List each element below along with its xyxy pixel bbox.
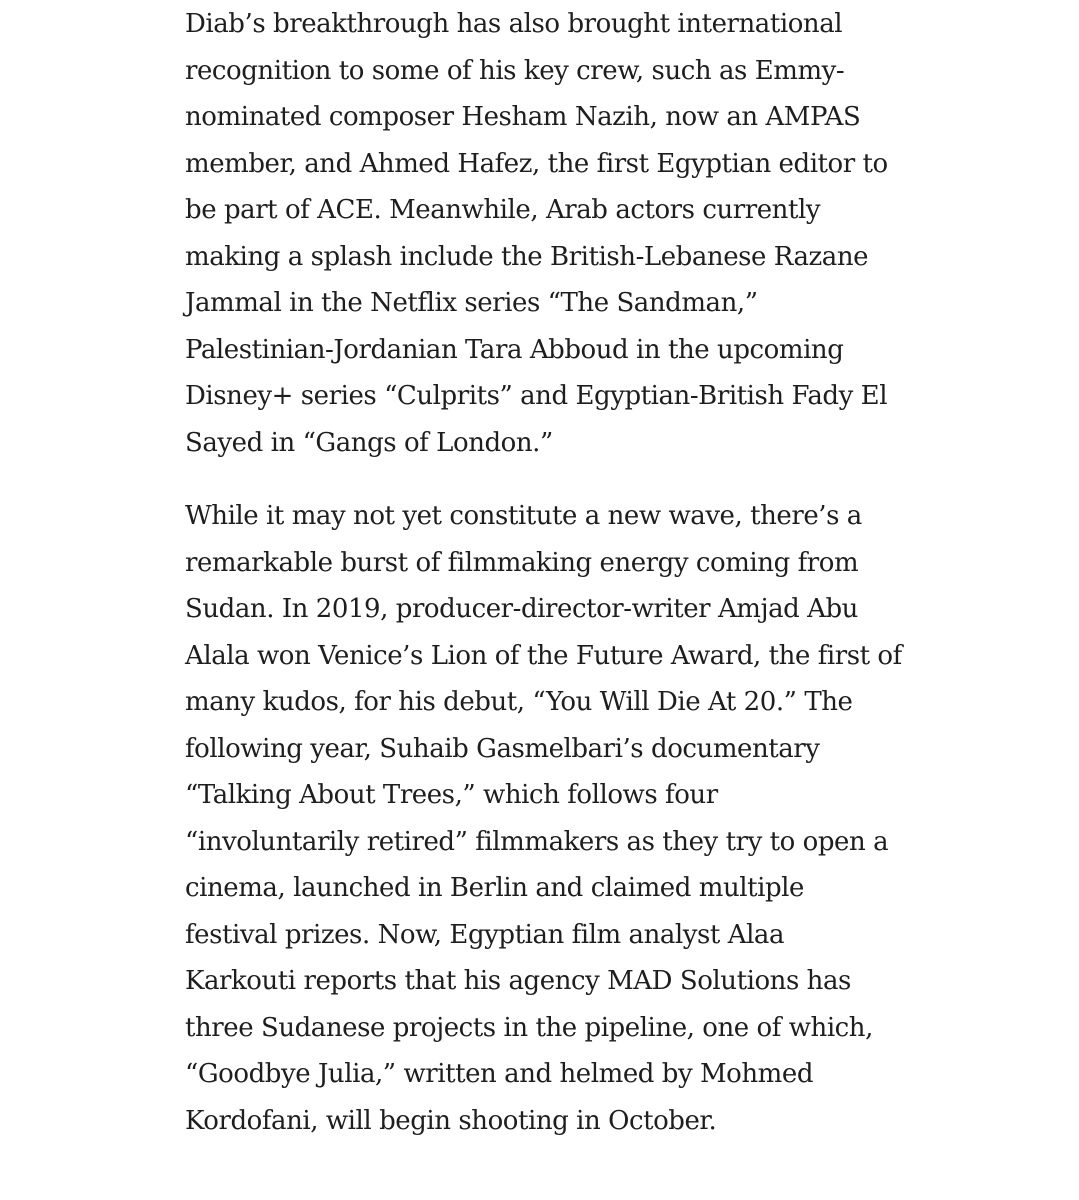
paragraph-2 — [185, 496, 965, 1147]
text-line: cinema, launched in Berlin and claimed multiple — [185, 873, 804, 903]
text-line: Sudan. In 2019, producer-director-writer Amjad Abu — [185, 594, 858, 624]
text-line: Kordofani, will begin shooting in October. — [185, 1105, 717, 1136]
article-body — [185, 4, 965, 1147]
text-line: three Sudanese projects in the pipeline, one of which, — [185, 1012, 873, 1043]
text-line: “involuntarily retired” filmmakers as they try to open a — [185, 826, 889, 857]
text-line: many kudos, for his debut, “You Will Die At 20.” The — [185, 687, 853, 717]
text-line: member, and Ahmed Hafez, the first Egyptian editor to — [185, 148, 888, 179]
text-line: Palestinian-Jordanian Tara Abboud in the upcoming — [185, 334, 844, 365]
paragraph-spacer — [185, 469, 965, 496]
text-line: Alala won Venice’s Lion of the Future Award, the first of — [185, 640, 902, 671]
text-line: “Talking About Trees,” which follows four — [185, 780, 718, 810]
text-line: Jammal in the Netflix series “The Sandman,” — [185, 288, 758, 318]
text-line: making a splash include the British-Lebanese Razane — [185, 241, 869, 272]
text-line: Disney+ series “Culprits” and Egyptian-British Fady El — [185, 381, 888, 411]
text-line: Karkouti reports that his agency MAD Solutions has — [185, 966, 851, 996]
text-line: festival prizes. Now, Egyptian film analyst Alaa — [185, 919, 785, 950]
text-line: Sayed in “Gangs of London.” — [185, 427, 553, 458]
text-line: recognition to some of his key crew, such as Emmy- — [185, 55, 845, 86]
text-line: remarkable burst of filmmaking energy coming from — [185, 547, 859, 578]
text-line: “Goodbye Julia,” written and helmed by Mohmed — [185, 1059, 814, 1089]
text-line: following year, Suhaib Gasmelbari’s documentary — [185, 733, 820, 764]
text-line: be part of ACE. Meanwhile, Arab actors currently — [185, 195, 821, 225]
text-line: While it may not yet constitute a new wave, there’s a — [185, 501, 862, 531]
paragraph-1 — [185, 4, 965, 469]
text-line: nominated composer Hesham Nazih, now an AMPAS — [185, 102, 861, 132]
text-line: Diab’s breakthrough has also brought international — [185, 9, 843, 39]
